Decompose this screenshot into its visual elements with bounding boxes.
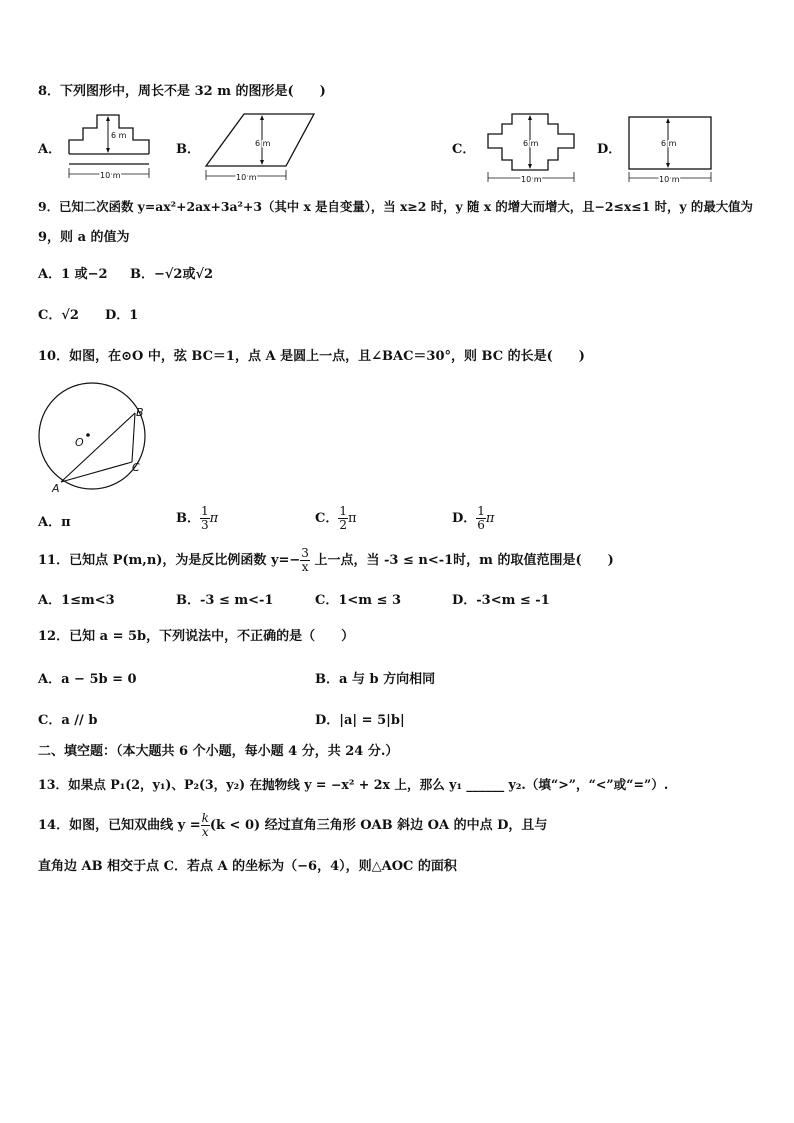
q10-option-d-fraction: $\frac{1}{6}$ (477, 504, 485, 532)
q8-a-width-label: 10 m (100, 171, 121, 180)
q12-option-c: C．a // b (38, 713, 98, 728)
q8-b-height-label: 6 m (255, 139, 271, 148)
q10-option-c-pi: π (348, 511, 357, 526)
q8-d-width-label: 10 m (659, 175, 680, 184)
q11-fraction: $\frac{3}{x}$ (301, 546, 309, 574)
q10-option-d-pi: π (485, 511, 495, 526)
q10-option-a: A．π (38, 515, 71, 530)
q9-option-b: B．−√2或√2 (130, 267, 214, 282)
q11-option-b: B．-3 ≤ m<-1 (176, 593, 274, 608)
q10-label-o: O (75, 436, 84, 449)
q8-option-a-label: A． (38, 142, 62, 157)
q10-label-c: C (132, 461, 140, 474)
q10-option-c-label: C． (315, 511, 339, 526)
q12-stem: 12．已知 a = 5b，下列说法中，不正确的是（ ） (38, 629, 355, 644)
q9-stem-line2: 9，则 a 的值为 (38, 230, 130, 245)
q14-stem-pre: 14．如图，已知双曲线 y = (38, 818, 201, 833)
q12-option-a: A．a − 5b = 0 (38, 672, 137, 687)
q11-option-c: C．1<m ≤ 3 (315, 593, 402, 608)
section-2-heading: 二、填空题：（本大题共 6 个小题，每小题 4 分，共 24 分.） (38, 744, 399, 759)
q10-option-b-fraction: $\frac{1}{3}$ (201, 504, 209, 532)
q10-label-b: B (136, 406, 144, 419)
q10-option-c-fraction: $\frac{1}{2}$ (339, 504, 347, 532)
q8-c-width-label: 10 m (521, 175, 542, 184)
q8-option-c-label: C． (452, 142, 476, 157)
q10-label-a: A (52, 482, 60, 495)
q8-figure-a (66, 108, 156, 182)
q8-figure-d (624, 110, 718, 186)
q8-option-b-label: B． (176, 142, 200, 157)
q10-option-c (315, 505, 357, 532)
q8-a-height-label: 6 m (111, 131, 127, 140)
q14-stem-line1 (38, 812, 547, 839)
q11-stem-post: 上一点，当 -3 ≤ n<-1时，m 的取值范围是( ) (309, 553, 614, 568)
q9-stem-line1: 9．已知二次函数 y=ax²+2ax+3a²+3（其中 x 是自变量），当 x≥2 时，y 随 x 的增大而增大，且−2≤x≤1 时，y 的最大值为 (38, 199, 753, 214)
q10-circle-figure (36, 380, 152, 495)
q9-option-a: A．1 或−2 (38, 267, 108, 282)
q11-stem (38, 547, 614, 574)
q9-option-d: D．1 (105, 308, 139, 323)
q11-option-d: D．-3<m ≤ -1 (452, 593, 550, 608)
q13-stem: 13．如果点 P₁(2，y₁)、P₂(3，y₂) 在抛物线 y = −x² + 2x 上，那么 y₁ ______ y₂.（填“>”，“<”或“=”）. (38, 777, 669, 792)
q14-fraction: $\frac{k}{x}$ (201, 811, 209, 839)
q8-figure-b (202, 110, 317, 184)
q12-option-d: D．|a| = 5|b| (315, 713, 405, 728)
q10-option-b-pi: π (209, 511, 219, 526)
q12-option-b: B．a 与 b 方向相同 (315, 672, 436, 687)
q10-option-b (176, 505, 218, 532)
q14-stem-post: (k < 0) 经过直角三角形 OAB 斜边 OA 的中点 D，且与 (209, 818, 548, 833)
q10-stem: 10．如图，在⊙O 中，弦 BC＝1，点 A 是圆上一点，且∠BAC＝30°，则 BC 的长是( ) (38, 349, 585, 364)
q11-option-a: A．1≤m<3 (38, 593, 115, 608)
q10-option-d-label: D． (452, 511, 477, 526)
q8-c-height-label: 6 m (523, 139, 539, 148)
q8-stem: 8．下列图形中，周长不是 32 m 的图形是( ) (38, 84, 326, 99)
q14-stem-line2: 直角边 AB 相交于点 C．若点 A 的坐标为（−6，4），则△AOC 的面积 (38, 859, 457, 874)
q9-option-c: C．√2 (38, 308, 79, 323)
q8-option-d-label: D． (597, 142, 622, 157)
q11-stem-pre: 11．已知点 P(m,n)，为是反比例函数 y=− (38, 553, 301, 568)
q10-center-point (86, 433, 90, 437)
q10-option-b-label: B． (176, 511, 200, 526)
q8-b-width-label: 10 m (236, 173, 257, 182)
q8-figure-c (484, 110, 580, 186)
q8-d-height-label: 6 m (661, 139, 677, 148)
q10-option-d (452, 505, 494, 532)
